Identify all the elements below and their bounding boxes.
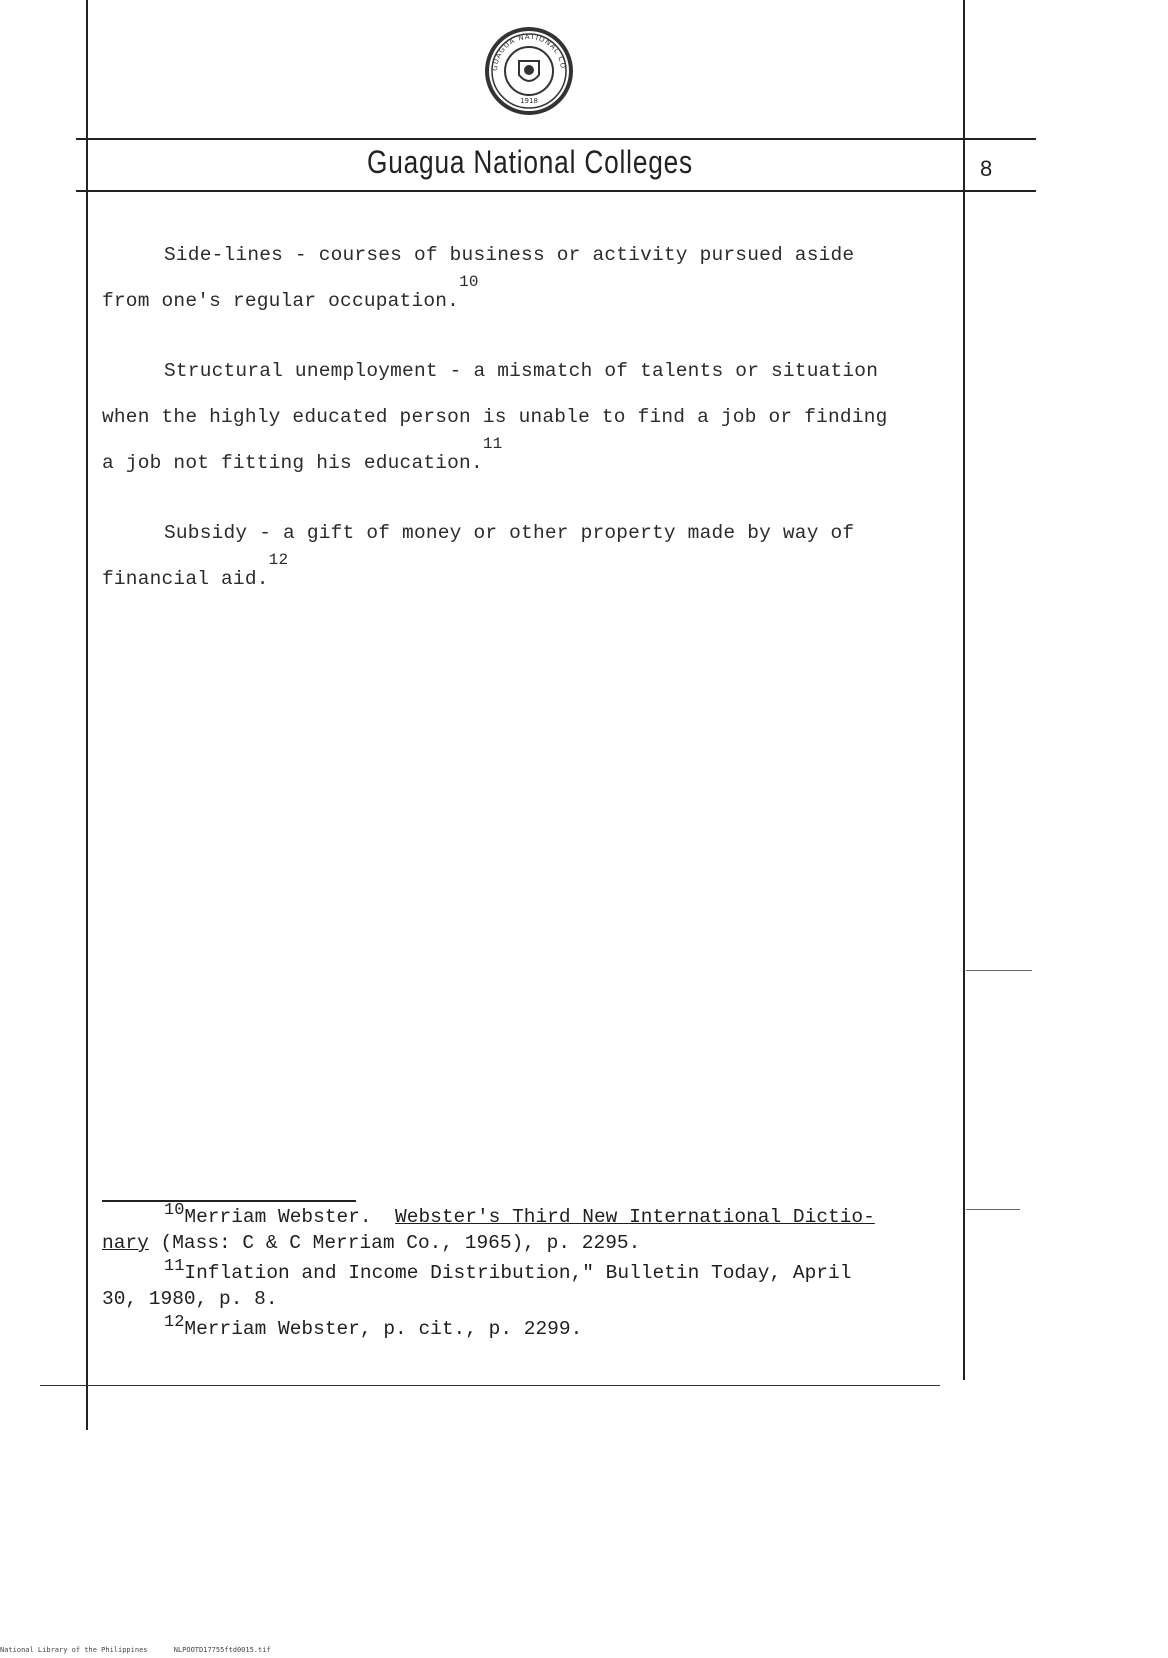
footnote-number: 10: [164, 1201, 185, 1220]
institution-title: Guagua National Colleges: [366, 144, 694, 180]
definition-line: Side-lines - courses of business or activity pursued aside: [164, 244, 855, 266]
footnote-12: 12Merriam Webster, p. cit., p. 2299.: [164, 1313, 583, 1340]
right-margin-tick-1: [966, 970, 1032, 971]
seal-name-text: GUAGUA NATIONAL CO: [490, 32, 568, 72]
definition-line: a job not fitting his education.$^{11}$: [102, 435, 503, 474]
left-margin-line: [86, 0, 88, 1430]
college-seal-logo: [483, 25, 575, 117]
definition-structural-unemployment: [102, 348, 962, 486]
definition-line: Structural unemployment - a mismatch of talents or situation: [164, 360, 879, 382]
footnote-ref: 10: [459, 273, 479, 291]
page-bottom-rule: [40, 1385, 940, 1386]
definition-line: financial aid.$^{12}$: [102, 551, 289, 590]
footnote-11: 11Inflation and Income Distribution," Bulletin Today, April 30, 1980, p. 8.: [102, 1257, 852, 1310]
header-top-rule: [76, 138, 1036, 140]
definition-line: when the highly educated person is unable to find a job or finding: [102, 406, 888, 428]
file-name: NLPOOTD17755ftd0015.tif: [173, 1646, 271, 1654]
header-bottom-rule: [76, 190, 1036, 192]
footnotes: [102, 1201, 962, 1349]
definition-subsidy: [102, 510, 962, 602]
footnote-number: 11: [164, 1257, 185, 1276]
footnote-ref: 11: [482, 435, 503, 453]
right-margin-tick-2: [966, 1209, 1020, 1210]
seal-year-text: 1918: [520, 97, 538, 105]
library-name: National Library of the Philippines: [0, 1646, 148, 1654]
footnote-ref: 12: [268, 551, 289, 569]
definition-line: from one's regular occupation.$^{10}$: [102, 273, 479, 312]
footnote-title: Webster's Third New International Dictio-: [395, 1206, 875, 1228]
footnote-separator: [102, 1200, 356, 1202]
definition-line: Subsidy - a gift of money or other property made by way of: [164, 522, 855, 544]
definition-side-lines: [102, 232, 962, 324]
right-margin-line: [963, 0, 965, 1380]
library-footer: [0, 1646, 293, 1654]
page-number: 8: [980, 156, 993, 181]
footnote-number: 12: [164, 1313, 185, 1332]
footnote-10: 10Merriam Webster. Webster's Third New International Dictio- nary (Mass: C & C Merriam Co., 1965), p. 2295.: [102, 1201, 875, 1254]
